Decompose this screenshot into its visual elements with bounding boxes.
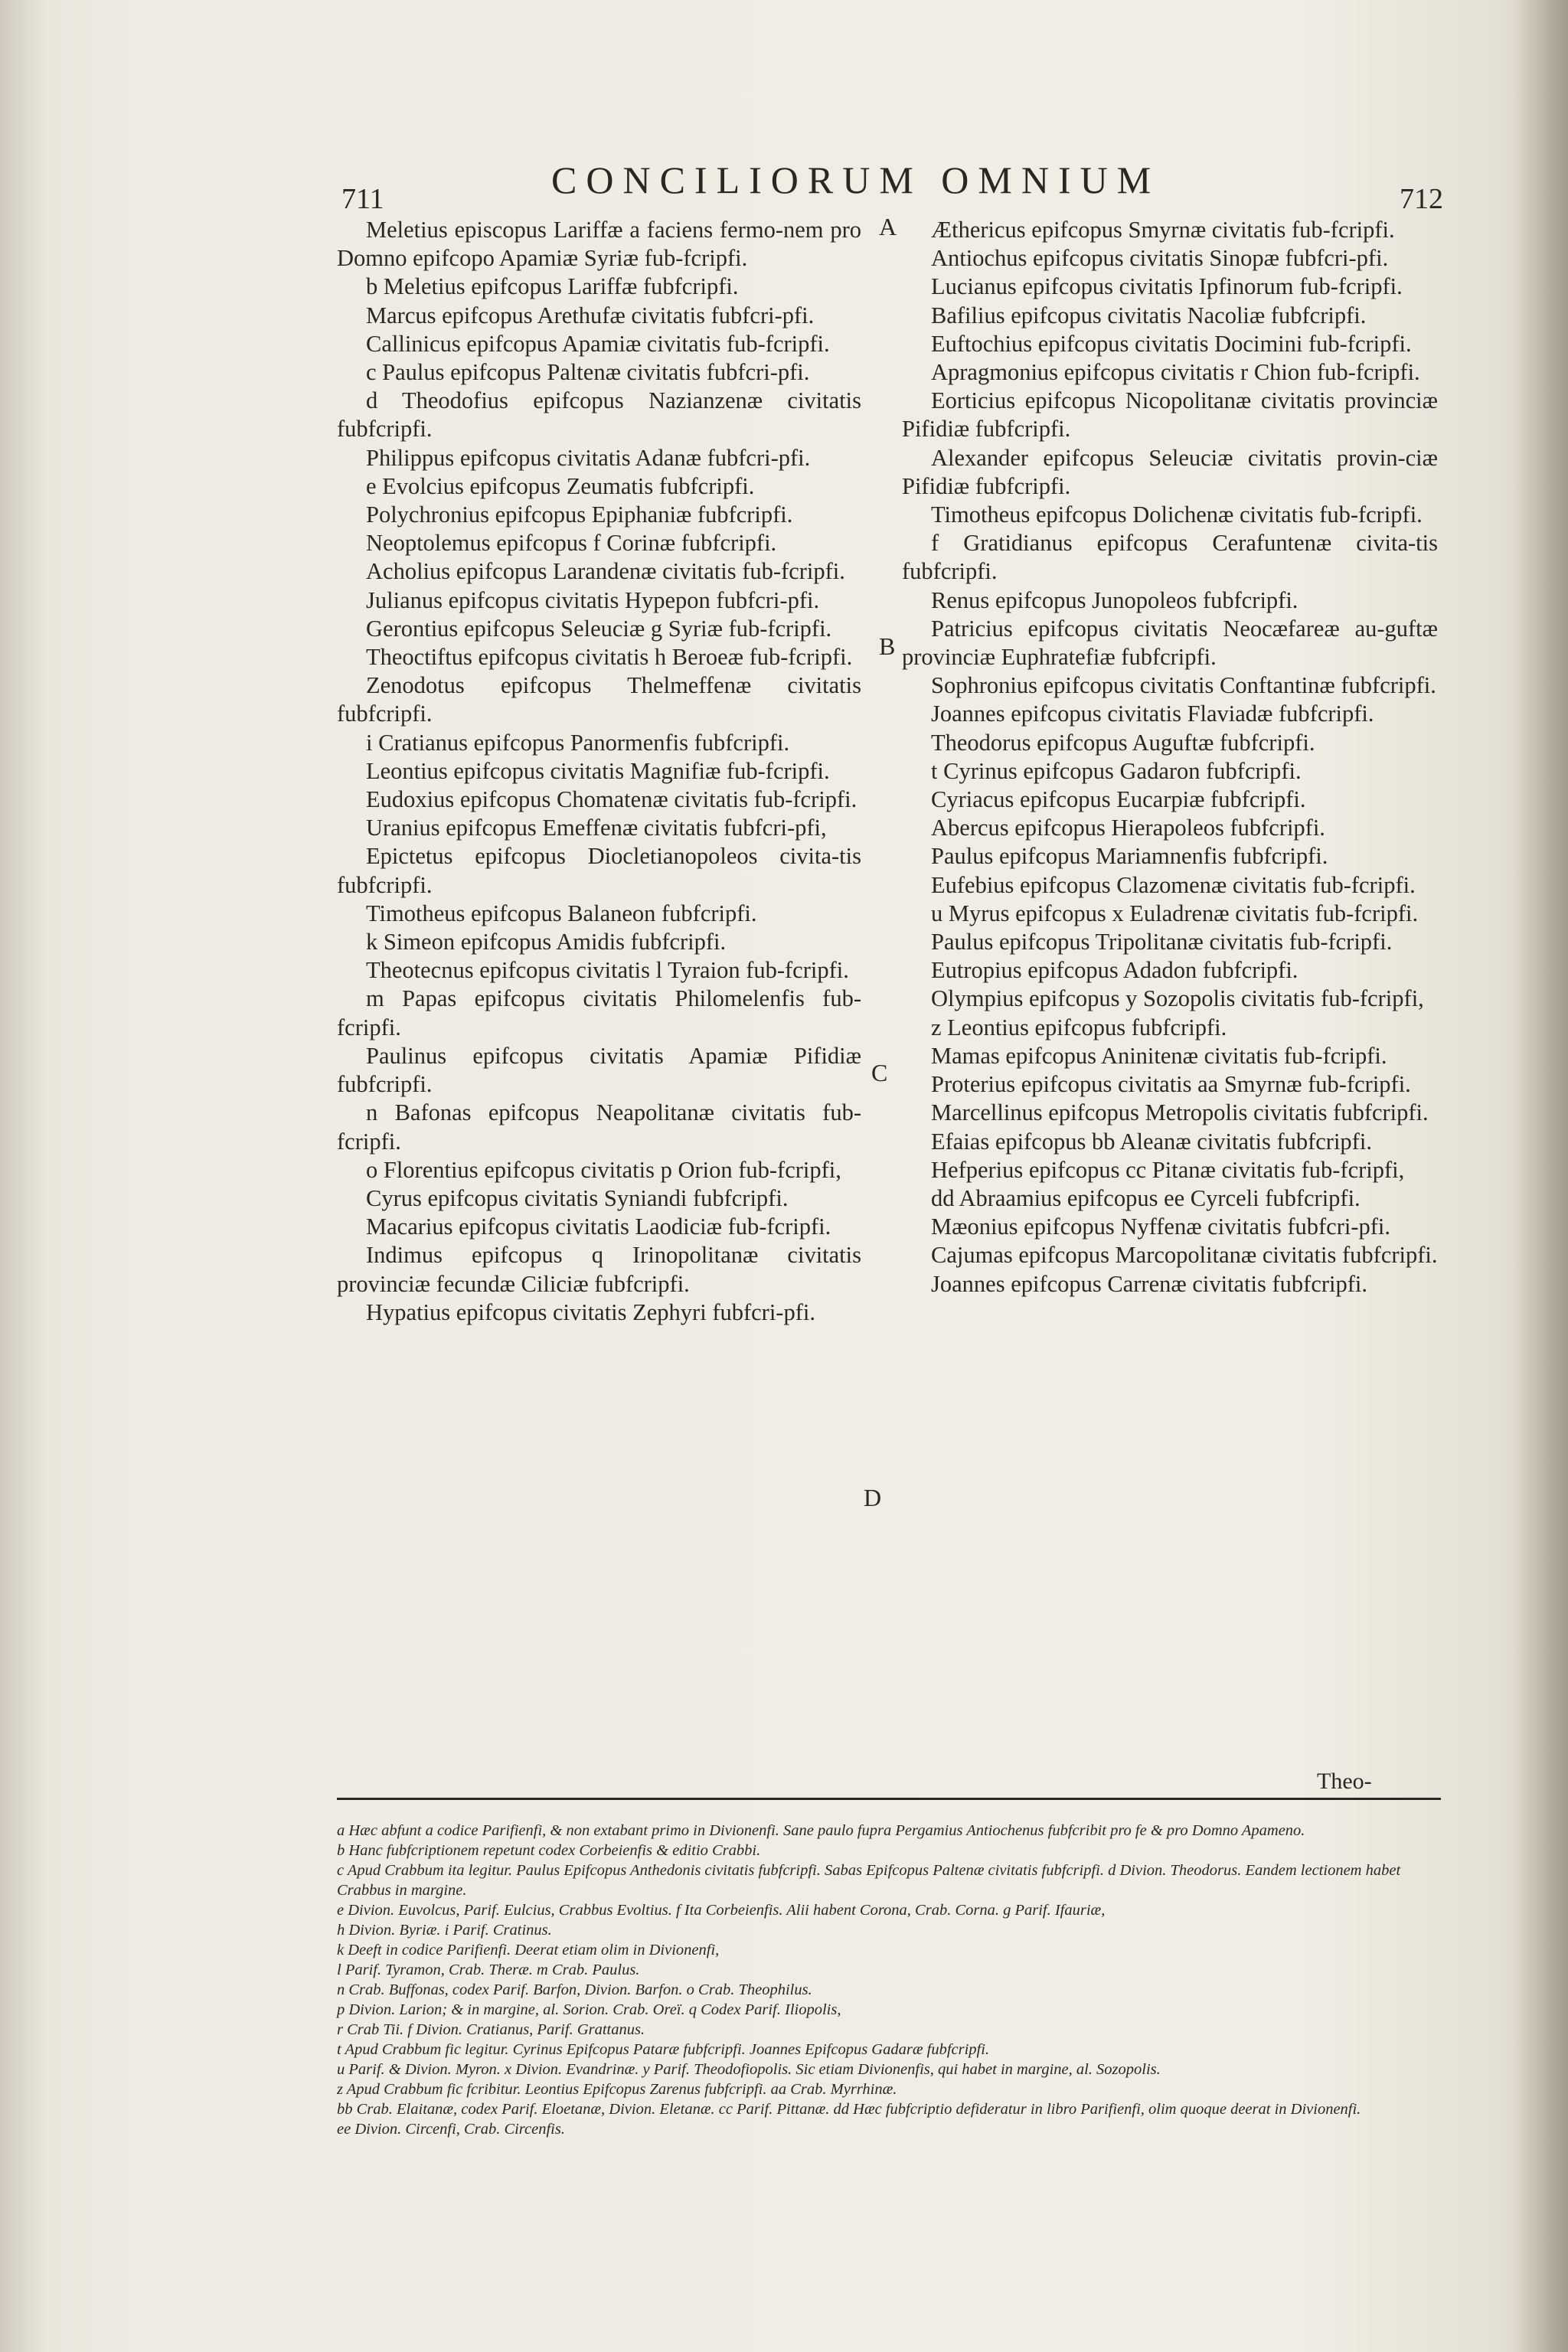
subscription-entry: Bafilius epifcopus civitatis Nacoliæ fubfcripfi. xyxy=(931,302,1367,328)
footnote: h Divion. Byriæ. i Parif. Cratinus. xyxy=(337,1922,552,1939)
subscription-entry: Marcellinus epifcopus Metropolis civitatis fubfcripfi. xyxy=(931,1099,1429,1126)
page-number-left: 711 xyxy=(341,183,384,215)
margin-letter-c: C xyxy=(871,1059,888,1086)
subscription-entry: Acholius epifcopus Larandenæ civitatis fub-fcripfi. xyxy=(366,558,845,585)
footnote: n Crab. Buffonas, codex Parif. Barfon, Divion. Barfon. o Crab. Theophilus. xyxy=(337,1981,812,1998)
subscription-entry: Timotheus epifcopus Dolichenæ civitatis fub-fcripfi. xyxy=(931,501,1423,528)
subscription-entry: Joannes epifcopus civitatis Flaviadæ fubfcripfi. xyxy=(931,701,1374,727)
subscription-entry: Epictetus epifcopus Diocletianopoleos civita-tis fubfcripfi. xyxy=(337,843,861,898)
subscription-entry: Cyrus epifcopus civitatis Syniandi fubfcripfi. xyxy=(366,1184,789,1211)
subscription-entry: Indimus epifcopus q Irinopolitanæ civitatis provinciæ fecundæ Ciliciæ fubfcripfi. xyxy=(337,1242,861,1297)
subscription-entry: Cajumas epifcopus Marcopolitanæ civitatis fubfcripfi. xyxy=(931,1242,1438,1269)
subscription-entry: Antiochus epifcopus civitatis Sinopæ fubfcri-pfi. xyxy=(931,245,1389,272)
page-gutter-shadow xyxy=(1514,0,1568,2352)
subscription-entry: i Cratianus epifcopus Panormenfis fubfcripfi. xyxy=(366,729,790,756)
subscription-entry: Callinicus epifcopus Apamiæ civitatis fub-fcripfi. xyxy=(366,330,830,357)
subscription-entry: Abercus epifcopus Hierapoleos fubfcripfi. xyxy=(931,815,1325,841)
footnote: k Deeft in codice Parifienfi. Deerat etiam olim in Divionenfi, xyxy=(337,1942,720,1958)
running-title: CONCILIORUM OMNIUM xyxy=(551,158,1161,201)
subscription-entry: Hypatius epifcopus civitatis Zephyri fubfcri-pfi. xyxy=(366,1298,815,1325)
subscription-entry: Marcus epifcopus Arethufæ civitatis fubfcri-pfi. xyxy=(366,302,815,328)
subscription-entry: Cyriacus epifcopus Eucarpiæ fubfcripfi. xyxy=(931,786,1306,813)
subscription-entry: Alexander epifcopus Seleuciæ civitatis provin-ciæ Pifidiæ fubfcripfi. xyxy=(902,444,1438,499)
subscription-entry: Paulus epifcopus Mariamnenfis fubfcripfi. xyxy=(931,843,1328,870)
subscription-entry: Olympius epifcopus y Sozopolis civitatis fub-fcripfi, xyxy=(931,985,1424,1012)
subscription-entry: Macarius epifcopus civitatis Laodiciæ fub-fcripfi. xyxy=(366,1214,831,1240)
subscription-entry: o Florentius epifcopus civitatis p Orion fub-fcripfi, xyxy=(366,1156,841,1183)
subscription-entry: n Bafonas epifcopus Neapolitanæ civitatis fub-fcripfi. xyxy=(337,1099,861,1155)
subscription-entry: Æthericus epifcopus Smyrnæ civitatis fub-fcripfi. xyxy=(931,217,1395,243)
subscription-entry: u Myrus epifcopus x Euladrenæ civitatis fub-fcripfi. xyxy=(931,900,1419,926)
subscription-entry: Lucianus epifcopus civitatis Ipfinorum fub-fcripfi. xyxy=(931,273,1403,300)
footnote: z Apud Crabbum fic fcribitur. Leontius Epifcopus Zarenus fubfcripfi. aa Crab. Myrrhinæ. xyxy=(337,2081,897,2098)
subscription-entry: Efaias epifcopus bb Aleanæ civitatis fubfcripfi. xyxy=(931,1128,1372,1155)
subscription-entry: Renus epifcopus Junopoleos fubfcripfi. xyxy=(931,586,1298,613)
subscription-entry: Zenodotus epifcopus Thelmeffenæ civitatis fubfcripfi. xyxy=(337,672,861,727)
subscription-entry: Philippus epifcopus civitatis Adanæ fubfcri-pfi. xyxy=(366,444,811,471)
subscription-entry: Eutropius epifcopus Adadon fubfcripfi. xyxy=(931,957,1298,984)
footnote: a Hæc abfunt a codice Parifienfi, & non extabant primo in Divionenfi. Sane paulo fupra Pergamius Antiochenus fubfcribit pro fe & pro Domno Apameno. xyxy=(337,1822,1305,1839)
subscription-entry: Meletius episcopus Lariffæ a faciens fermo-nem pro Domno epifcopo Apamiæ Syriæ fub-fcripfi. xyxy=(337,217,861,272)
footnote: bb Crab. Elaitanæ, codex Parif. Eloetanæ, Divion. Eletanæ. cc Parif. Pittanæ. dd Hæc fubfcriptio defideratur in libro Parifienfi, olim quoque deerat in Divionenfi. xyxy=(337,2101,1361,2118)
subscription-entry: Eudoxius epifcopus Chomatenæ civitatis fub-fcripfi. xyxy=(366,786,858,813)
footnote: c Apud Crabbum ita legitur. Paulus Epifcopus Anthedonis civitatis fubfcripfi. Sabas Epifcopus Paltenæ civitatis fubfcripfi. d Divion. Theodorus. Eandem lectionem habet Crabbus in margine. xyxy=(337,1862,1401,1899)
subscription-entry: Leontius epifcopus civitatis Magnifiæ fub-fcripfi. xyxy=(366,757,830,784)
subscription-entry: b Meletius epifcopus Lariffæ fubfcripfi. xyxy=(366,273,739,300)
subscription-entry: f Gratidianus epifcopus Cerafuntenæ civita-tis fubfcripfi. xyxy=(902,530,1438,585)
margin-letter-a: A xyxy=(879,213,897,240)
subscription-entry: z Leontius epifcopus fubfcripfi. xyxy=(931,1014,1227,1040)
margin-letter-b: B xyxy=(879,632,896,660)
page-number-right: 712 xyxy=(1400,183,1443,215)
footnote: l Parif. Tyramon, Crab. Theræ. m Crab. Paulus. xyxy=(337,1962,640,1978)
subscription-entry: t Cyrinus epifcopus Gadaron fubfcripfi. xyxy=(931,757,1302,784)
subscription-entry: Eufebius epifcopus Clazomenæ civitatis fub-fcripfi. xyxy=(931,871,1416,898)
subscription-entry: Theotecnus epifcopus civitatis l Tyraion fub-fcripfi. xyxy=(366,957,849,984)
footnote: b Hanc fubfcriptionem repetunt codex Corbeienfis & editio Crabbi. xyxy=(337,1842,761,1859)
subscription-entry: Joannes epifcopus Carrenæ civitatis fubfcripfi. xyxy=(931,1270,1368,1297)
subscription-entry: m Papas epifcopus civitatis Philomelenfis fub-fcripfi. xyxy=(337,985,861,1040)
subscription-entry: e Evolcius epifcopus Zeumatis fubfcripfi. xyxy=(366,472,755,499)
footnote: e Divion. Euvolcus, Parif. Eulcius, Crabbus Evoltius. f Ita Corbeienfis. Alii habent Corona, Crab. Corna. g Parif. Ifauriæ, xyxy=(337,1902,1106,1919)
subscription-entry: Theodorus epifcopus Auguftæ fubfcripfi. xyxy=(931,729,1315,756)
left-column xyxy=(337,216,861,1327)
subscription-entry: dd Abraamius epifcopus ee Cyrceli fubfcripfi. xyxy=(931,1184,1361,1211)
subscription-entry: c Paulus epifcopus Paltenæ civitatis fubfcri-pfi. xyxy=(366,359,810,386)
subscription-entry: Uranius epifcopus Emeffenæ civitatis fubfcri-pfi, xyxy=(366,815,827,841)
subscription-entry: Mamas epifcopus Aninitenæ civitatis fub-fcripfi. xyxy=(931,1042,1387,1069)
subscription-entry: Gerontius epifcopus Seleuciæ g Syriæ fub-fcripfi. xyxy=(366,615,832,642)
subscription-entry: Neoptolemus epifcopus f Corinæ fubfcripfi. xyxy=(366,530,777,557)
footnote-rule xyxy=(337,1798,1441,1800)
footnote: r Crab Tii. f Divion. Cratianus, Parif. Grattanus. xyxy=(337,2021,645,2038)
footnotes xyxy=(337,1821,1447,2139)
footnote: p Divion. Larion; & in margine, al. Sorion. Crab. Oreï. q Codex Parif. Iliopolis, xyxy=(337,2001,841,2018)
subscription-entry: Hefperius epifcopus cc Pitanæ civitatis fub-fcripfi, xyxy=(931,1156,1405,1183)
subscription-entry: Paulinus epifcopus civitatis Apamiæ Pifidiæ fubfcripfi. xyxy=(337,1042,861,1098)
subscription-entry: k Simeon epifcopus Amidis fubfcripfi. xyxy=(366,929,727,956)
subscription-entry: Patricius epifcopus civitatis Neocæfareæ au-guftæ provinciæ Euphratefiæ fubfcripfi. xyxy=(902,615,1438,671)
subscription-entry: Polychronius epifcopus Epiphaniæ fubfcripfi. xyxy=(366,501,793,528)
subscription-entry: Apragmonius epifcopus civitatis r Chion fub-fcripfi. xyxy=(931,359,1420,386)
footnote: ee Divion. Circenfi, Crab. Circenfis. xyxy=(337,2121,565,2138)
footnote: u Parif. & Divion. Myron. x Divion. Evandrinæ. y Parif. Theodofiopolis. Sic etiam Divionenfis, qui habet in margine, al. Sozopolis. xyxy=(337,2061,1161,2078)
footnote: t Apud Crabbum fic legitur. Cyrinus Epifcopus Pataræ fubfcripfi. Joannes Epifcopus Gadaræ fubfcripfi. xyxy=(337,2041,990,2058)
subscription-entry: d Theodofius epifcopus Nazianzenæ civitatis fubfcripfi. xyxy=(337,387,861,443)
subscription-entry: Julianus epifcopus civitatis Hypepon fubfcri-pfi. xyxy=(366,586,820,613)
subscription-entry: Eorticius epifcopus Nicopolitanæ civitatis provinciæ Pifidiæ fubfcripfi. xyxy=(902,387,1438,443)
subscription-entry: Theoctiftus epifcopus civitatis h Beroeæ fub-fcripfi. xyxy=(366,644,853,671)
subscription-entry: Sophronius epifcopus civitatis Conftantinæ fubfcripfi. xyxy=(931,672,1436,699)
right-column xyxy=(902,216,1438,1298)
margin-letter-d: D xyxy=(864,1484,882,1511)
subscription-entry: Timotheus epifcopus Balaneon fubfcripfi. xyxy=(366,900,757,926)
subscription-entry: Proterius epifcopus civitatis aa Smyrnæ fub-fcripfi. xyxy=(931,1071,1411,1098)
subscription-entry: Paulus epifcopus Tripolitanæ civitatis fub-fcripfi. xyxy=(931,929,1393,956)
subscription-entry: Mæonius epifcopus Nyffenæ civitatis fubfcri-pfi. xyxy=(931,1214,1391,1240)
catchword: Theo- xyxy=(1317,1769,1372,1794)
subscription-entry: Euftochius epifcopus civitatis Docimini fub-fcripfi. xyxy=(931,330,1412,357)
